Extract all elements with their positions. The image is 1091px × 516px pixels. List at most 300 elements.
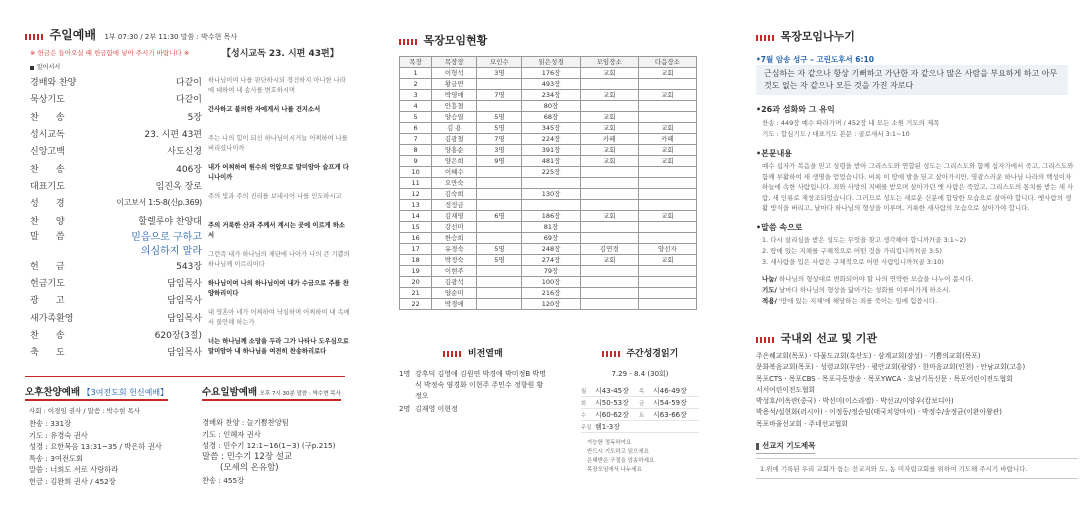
table-cell: 교회 xyxy=(638,123,696,134)
table-row xyxy=(400,145,697,156)
table-cell: 양선자 xyxy=(638,244,696,255)
title-decoration xyxy=(756,337,774,343)
table-cell xyxy=(638,288,696,299)
mission-line: 목포바울선교회 · 주네선교협회 xyxy=(756,419,848,428)
reading-passage: 시43-45장 xyxy=(595,386,629,395)
table-row xyxy=(400,288,697,299)
creed-line: 주의 빛과 주의 진리를 보내시어 나를 인도하시고 xyxy=(208,193,342,200)
order-value: 이고보서 1:5-8(신p.369) xyxy=(116,198,202,208)
table-cell xyxy=(638,178,696,189)
table-cell: 16 xyxy=(400,233,432,244)
table-cell xyxy=(477,189,522,200)
table-cell xyxy=(638,167,696,178)
reading-day: 금 xyxy=(639,400,645,407)
order-value: 믿음으로 구하고 xyxy=(131,232,202,244)
order-value: 620장(3절) xyxy=(154,331,202,341)
table-cell xyxy=(477,222,522,233)
application-line xyxy=(762,296,1074,307)
table-cell: 225장 xyxy=(522,167,580,178)
order-label: 성시교독 xyxy=(30,130,65,141)
question-line: 1. 다시 살리심을 받은 성도는 무엇을 찾고 생각해야 합니까?(골 3:1~2) xyxy=(762,235,967,244)
reading-day: 월 xyxy=(581,388,587,395)
table-cell: 이혜수 xyxy=(432,167,477,178)
order-label: 경배와 찬양 xyxy=(30,78,77,89)
table-cell: 2 xyxy=(400,79,432,90)
lesson xyxy=(756,104,1074,307)
order-label: 신앙고백 xyxy=(30,147,65,158)
reading-passage: 시63-66장 xyxy=(653,410,687,419)
table-cell xyxy=(580,299,638,310)
wednesday-line: 말씀 : 민수기 12장 설교 xyxy=(202,451,293,462)
question-line: 3. 새사람을 입은 사람은 구체적으로 어떤 사람입니까?(골 3:10) xyxy=(762,257,944,266)
wednesday-line: 경배와 찬양 : 늘기쁨찬양팀 xyxy=(202,418,289,427)
table-cell xyxy=(580,167,638,178)
order-row xyxy=(30,257,202,274)
application-text: 하나님의 형상대로 변화되어야 할 나의 연약한 모습을 나누어 봅시다. xyxy=(776,274,974,283)
afternoon-title: 오후찬양예배 xyxy=(25,387,81,398)
order-row xyxy=(30,291,202,308)
order-row xyxy=(30,309,202,326)
lesson-title: •26과 섬화와 그 유익 xyxy=(756,105,835,114)
table-cell: 7 xyxy=(400,134,432,145)
table-row xyxy=(400,112,697,123)
order-label: 성 경 xyxy=(30,199,65,210)
table-cell: 김광철 xyxy=(432,134,477,145)
worship-order-list xyxy=(30,62,202,360)
afternoon-line: 특송 : 3여전도회 xyxy=(29,453,84,463)
prayer-box xyxy=(756,440,1078,479)
table-cell: 18 xyxy=(400,255,432,266)
table-cell: 7명 xyxy=(477,90,522,101)
table-cell: 274장 xyxy=(522,255,580,266)
table-cell xyxy=(638,233,696,244)
creed-line: 하나님이여 나를 판단하시되 경건하지 아니한 나라에 대하여 내 송사를 변호하시며 xyxy=(208,77,346,94)
table-cell: 20 xyxy=(400,277,432,288)
worship-header xyxy=(25,26,355,43)
order-row xyxy=(30,194,202,211)
table-cell: 김숙희 xyxy=(432,189,477,200)
order-value: 다같이 xyxy=(175,95,202,106)
table-cell: 5명 xyxy=(477,255,522,266)
wednesday-meta: 오후 7시 30분 말씀 : 박수현 목사 xyxy=(259,391,341,397)
table-cell xyxy=(580,101,638,112)
table-header: 목장 xyxy=(400,57,432,68)
table-cell: 김광석 xyxy=(432,277,477,288)
application-text: '땅에 있는 지체'에 해당하는 죄를 죽이는 일에 힘씁시다. xyxy=(776,296,938,305)
table-cell: 120장 xyxy=(522,299,580,310)
cell-header xyxy=(399,32,487,48)
table-cell: 6명 xyxy=(477,211,522,222)
reading-day: 토 xyxy=(639,412,645,419)
table-cell: 7명 xyxy=(477,134,522,145)
table-cell xyxy=(477,277,522,288)
order-label: 광 고 xyxy=(30,296,65,307)
table-cell: 15 xyxy=(400,222,432,233)
wednesday-line: 성경 : 민수기 12:1~16(1~3) (구p.215) xyxy=(202,441,336,450)
table-cell xyxy=(477,101,522,112)
table-cell xyxy=(638,222,696,233)
afternoon-line: 말씀 : 너희도 서로 사랑하라 xyxy=(29,465,119,474)
order-value: 23. 시편 43편 xyxy=(144,130,202,141)
order-label: 새가족환영 xyxy=(30,313,74,324)
bullet-icon xyxy=(30,66,34,70)
application-line xyxy=(762,285,1074,296)
creed-line: 내 영혼아 네가 어찌하여 낙심하며 어찌하여 내 속에서 불안해 하는가 xyxy=(208,309,350,326)
table-cell xyxy=(638,266,696,277)
order-row xyxy=(30,229,202,243)
order-value: 543장 xyxy=(176,261,202,272)
order-value: 담임목사 xyxy=(167,279,202,290)
reading-day: 화 xyxy=(581,400,587,407)
reading-row xyxy=(581,385,699,397)
table-cell xyxy=(580,200,638,211)
table-cell xyxy=(522,178,580,189)
order-row xyxy=(30,243,202,257)
table-row xyxy=(400,211,697,222)
page-worship-order xyxy=(0,0,360,516)
table-cell: 8 xyxy=(400,145,432,156)
table-cell: 교회 xyxy=(638,90,696,101)
reading-passage: 시60-62장 xyxy=(595,410,629,419)
table-cell: 14 xyxy=(400,211,432,222)
creed-title: 【성시교독 23. 시편 43편】 xyxy=(222,49,339,59)
vision-row xyxy=(399,404,547,415)
table-row xyxy=(400,90,697,101)
table-cell: 교회 xyxy=(580,156,638,167)
table-cell: 양순미 xyxy=(432,288,477,299)
worship-meta: 1부 07:30 / 2부 11:30 말씀 : 박수현 목사 xyxy=(104,33,238,41)
creed-line: 주는 나의 힘이 되신 하나님이시거늘 어찌하여 나를 버리셨나이까 xyxy=(208,135,348,152)
table-cell: 5 xyxy=(400,112,432,123)
table-cell: 3명 xyxy=(477,145,522,156)
reading-note: 은혜받은 구절을 암송하세요 xyxy=(587,458,655,464)
cell-title: 목장모임현황 xyxy=(423,34,488,47)
order-label: 말 씀 xyxy=(30,232,65,243)
reading-note: 반드시 기도하고 읽으세요 xyxy=(587,449,649,455)
table-row xyxy=(400,178,697,189)
reading-day: 목 xyxy=(639,388,645,395)
page-sharing xyxy=(740,0,1085,516)
order-value: 담임목사 xyxy=(167,348,202,359)
table-cell xyxy=(580,222,638,233)
vision-row xyxy=(399,369,547,402)
application-label: 나눔/ xyxy=(762,274,777,283)
order-row xyxy=(30,108,202,125)
application-text: 날마다 하나님의 형상을 닮아가는 성화를 이루어가게 하소서. xyxy=(776,285,951,294)
reading-passage: 시46-49장 xyxy=(653,386,687,395)
table-header: 읽은성경 xyxy=(522,57,580,68)
table-cell: 양홍순 xyxy=(432,145,477,156)
table-cell xyxy=(580,266,638,277)
table-cell xyxy=(638,277,696,288)
title-decoration xyxy=(443,351,461,357)
order-value: 담임목사 xyxy=(167,313,202,324)
table-row xyxy=(400,68,697,79)
table-header: 모인수 xyxy=(477,57,522,68)
creed-text xyxy=(208,76,350,366)
table-cell: 1 xyxy=(400,68,432,79)
table-cell: 3 xyxy=(400,90,432,101)
table-cell: 황금연 xyxy=(432,79,477,90)
table-cell xyxy=(477,299,522,310)
wednesday-service xyxy=(202,384,352,486)
table-cell: 김 용 xyxy=(432,123,477,134)
table-cell: 100장 xyxy=(522,277,580,288)
table-cell: 교회 xyxy=(580,123,638,134)
vision-names: 강후덕 김영애 김원연 박경애 박미정B 박명식 박정숙 염경화 이현주 주민수 정향원 황정오 xyxy=(415,370,546,400)
order-row xyxy=(30,73,202,90)
mission-line: 서서어린이전도협회 xyxy=(756,385,816,394)
order-label: 찬 양 xyxy=(30,216,65,227)
order-value: 사도신경 xyxy=(167,147,202,158)
table-row xyxy=(400,189,697,200)
reading-passage: 시54-59장 xyxy=(653,398,687,407)
table-row xyxy=(400,79,697,90)
table-cell: 81장 xyxy=(522,222,580,233)
table-cell xyxy=(477,288,522,299)
title-decoration xyxy=(756,35,774,41)
table-cell xyxy=(580,233,638,244)
table-row xyxy=(400,244,697,255)
order-row xyxy=(30,177,202,194)
table-cell: 교회 xyxy=(580,255,638,266)
table-cell xyxy=(638,101,696,112)
table-cell: 3명 xyxy=(477,68,522,79)
table-cell xyxy=(638,299,696,310)
order-row xyxy=(30,142,202,159)
table-cell: 5명 xyxy=(477,123,522,134)
table-cell: 4 xyxy=(400,101,432,112)
title-decoration xyxy=(25,34,43,40)
verse-box: 근심하는 자 같으나 항상 기뻐하고 가난한 자 같으나 많은 사람을 부요하게 하고 아무 것도 없는 자 같으나 모든 것을 가진 자로다 xyxy=(756,65,1068,95)
order-value: 임진옥 장로 xyxy=(155,181,202,192)
worship-title: 주일예배 xyxy=(49,28,96,42)
mission-line: 문화복음교회(목포) · 성령교회(무안) · 평안교회(광양) · 한마음교회(인천) · 안남교회(고흥) xyxy=(756,363,1026,372)
order-row xyxy=(30,343,202,360)
content-title: •본문내용 xyxy=(756,149,793,158)
vision-names: 김재영 이현정 xyxy=(415,405,458,413)
order-label: 대표기도 xyxy=(30,181,65,192)
table-cell: 79장 xyxy=(522,266,580,277)
table-cell: 양승열 xyxy=(432,112,477,123)
table-cell: 양은희 xyxy=(432,156,477,167)
offering-notice: ※ 헌금은 들어오실 때 헌금함에 넣어 주시기 바랍니다 ※ xyxy=(30,49,190,57)
order-row xyxy=(30,125,202,142)
order-row xyxy=(30,274,202,291)
reading-passage: 시50-53장 xyxy=(595,398,629,407)
creed-line: 너는 하나님께 소망을 두라 그가 나타나 도우심으로 말미암아 내 하나님을 여전히 찬송하리로다 xyxy=(208,338,349,355)
table-cell: 186장 xyxy=(522,211,580,222)
table-cell xyxy=(638,189,696,200)
table-cell: 345장 xyxy=(522,123,580,134)
table-cell: 안흥철 xyxy=(432,101,477,112)
reading-row xyxy=(581,409,699,421)
table-cell: 13 xyxy=(400,200,432,211)
table-row xyxy=(400,266,697,277)
reading-row xyxy=(581,397,699,409)
sharing-title: 목장모임나누기 xyxy=(780,30,855,43)
table-cell: 481장 xyxy=(522,156,580,167)
order-label: 헌금기도 xyxy=(30,279,65,290)
table-row xyxy=(400,134,697,145)
table-cell: 17 xyxy=(400,244,432,255)
order-value: 담임목사 xyxy=(167,296,202,307)
table-row xyxy=(400,167,697,178)
cell-table xyxy=(399,56,697,310)
vision-title: 비전열매 xyxy=(467,349,503,359)
reading-passage: 렘1-3장 xyxy=(595,422,620,431)
table-cell: 391장 xyxy=(522,145,580,156)
table-cell: 카페 xyxy=(638,134,696,145)
table-cell: 이현주 xyxy=(432,266,477,277)
table-cell: 5명 xyxy=(477,244,522,255)
weekly-reading xyxy=(581,346,699,475)
content-text: 예수 십자가 복음을 믿고 성령을 받아 그리스도와 연합된 성도는 그리스도와 함께 십자가에서 죽고, 그리스도와 함께 부활하여 새 생명을 얻었습니다. 비록 이 땅에 발을 딛고 살아가지만, 영광스러운 하나님 나라의 백성이자 하늘에 속한 사람입니다. 죄와 사망의 지배를 받으며 살아가던 옛 사람은 죽었고, 그리스도의 통치를 받는 새 사람, 새 인류로 재창조되었습니다. 그러므로 성도는 새로운 신분에 합당한 모습으로 살아야 합니다. 옛사람의 생활 방식을 버리고, 날마다 하나님의 형상을 이루며, 거룩한 새사람의 모습으로 살아가야 합니다. xyxy=(762,162,1074,213)
reading-day: 주일 xyxy=(581,424,592,431)
title-decoration xyxy=(602,351,620,357)
mission-header xyxy=(756,330,877,346)
table-cell: 234장 xyxy=(522,90,580,101)
table-row xyxy=(400,123,697,134)
table-cell: 교회 xyxy=(580,68,638,79)
creed-line: 간사하고 불의한 자에게서 나를 건지소서 xyxy=(208,106,321,113)
creed-line: 주의 거룩한 산과 주께서 계시는 곳에 이르게 하소서 xyxy=(208,222,346,239)
order-row xyxy=(30,211,202,228)
application-line xyxy=(762,274,1074,285)
table-cell: 교회 xyxy=(580,90,638,101)
table-cell xyxy=(580,277,638,288)
table-cell xyxy=(580,288,638,299)
table-cell: 교회 xyxy=(638,145,696,156)
mission-line: 목포CTS · 목포CBS · 목포극동방송 · 목포YWCA · 호남기독신문 · 목포어린이전도협회 xyxy=(756,374,1013,383)
mission-line: 주은혜교회(목포) · 다물도교회(흑산도) · 삼계교회(장성) · 기쁨의교회(목포) xyxy=(756,352,981,360)
table-cell xyxy=(522,200,580,211)
application-label: 적용/ xyxy=(762,296,777,305)
application-label: 기도/ xyxy=(762,285,777,294)
table-cell: 224장 xyxy=(522,134,580,145)
table-cell: 493장 xyxy=(522,79,580,90)
table-cell: 한승희 xyxy=(432,233,477,244)
mission-title: 국내외 선교 및 기관 xyxy=(780,332,878,345)
afternoon-line: 찬송 : 331장 xyxy=(29,419,72,428)
table-cell: 21 xyxy=(400,288,432,299)
table-row xyxy=(400,200,697,211)
reading-row xyxy=(581,421,699,433)
wednesday-line: 기도 : 인혜자 권사 xyxy=(202,429,261,439)
table-cell: 교회 xyxy=(580,145,638,156)
table-cell xyxy=(638,79,696,90)
vision-fruit xyxy=(399,346,547,417)
afternoon-meta: 사회 : 이경임 권사 / 말씀 : 박수현 목사 xyxy=(29,407,141,415)
table-cell: 22 xyxy=(400,299,432,310)
table-header: 목장장 xyxy=(432,57,477,68)
afternoon-line: 헌금 : 김완희 권사 / 452장 xyxy=(29,476,116,486)
wednesday-line: (모세의 온유함) xyxy=(220,463,279,473)
sharing-header xyxy=(756,28,855,44)
order-label: 묵상기도 xyxy=(30,95,65,106)
order-label: 찬 송 xyxy=(30,164,65,175)
order-head: 알어서서 xyxy=(37,64,61,71)
table-cell: 오만숙 xyxy=(432,178,477,189)
creed-line: 그런즉 내가 하나님의 제단에 나아가 나의 큰 기쁨의 하나님께 이르리이다 xyxy=(208,251,350,268)
table-cell: 9명 xyxy=(477,156,522,167)
table-row xyxy=(400,222,697,233)
afternoon-line: 기도 : 유경숙 권사 xyxy=(29,430,88,440)
order-row xyxy=(30,159,202,176)
table-cell xyxy=(638,112,696,123)
order-value: 다같이 xyxy=(175,78,202,89)
reading-note: 목장모임에서 나누세요 xyxy=(587,467,642,473)
table-cell: 교회 xyxy=(580,112,638,123)
table-cell: 교회 xyxy=(638,211,696,222)
mission-line: 박용석/설현화(러시아) · 이정동/정순임(태국치앙마이) · 박정수/송정균(이완아왕관) xyxy=(756,408,1002,417)
page-cell-groups xyxy=(383,0,713,516)
table-cell: 카페 xyxy=(580,134,638,145)
order-label: 축 도 xyxy=(30,348,65,359)
table-cell xyxy=(477,200,522,211)
table-cell: 교회 xyxy=(638,255,696,266)
table-row xyxy=(400,277,697,288)
afternoon-line: 성경 : 요한복음 13:31~35 / 박은하 권사 xyxy=(29,442,162,451)
table-cell xyxy=(477,79,522,90)
table-cell xyxy=(477,178,522,189)
afternoon-service xyxy=(25,384,200,487)
table-cell: 176장 xyxy=(522,68,580,79)
lesson-line: 찬송 : 449장 예수 따라가며 / 452장 내 모든 소원 기도의 제목 xyxy=(762,119,940,127)
table-row xyxy=(400,101,697,112)
divider xyxy=(25,376,345,377)
table-cell: 김연경 xyxy=(580,244,638,255)
table-cell: 80장 xyxy=(522,101,580,112)
vision-count: 2명 xyxy=(399,405,411,413)
table-cell: 5명 xyxy=(477,112,522,123)
table-row xyxy=(400,156,697,167)
box-title: 선교지 기도제목 xyxy=(762,441,816,450)
table-cell: 68장 xyxy=(522,112,580,123)
table-cell: 김재영 xyxy=(432,211,477,222)
table-cell: 교회 xyxy=(638,156,696,167)
table-cell xyxy=(638,200,696,211)
table-cell: 69장 xyxy=(522,233,580,244)
title-decoration xyxy=(399,39,417,45)
table-cell: 9 xyxy=(400,156,432,167)
verse-ref: •7월 암송 성구 – 고린도후서 6:10 xyxy=(756,55,874,64)
vision-count: 1명 xyxy=(399,370,411,378)
box-text: 1.위에 기록된 우리 교회가 돕는 선교지와 도, 농 미자립교회를 위하여 기도해 주시기 바랍니다. xyxy=(756,458,1078,479)
table-cell: 박경애 xyxy=(432,299,477,310)
table-cell: 강선미 xyxy=(432,222,477,233)
table-cell: 박영애 xyxy=(432,90,477,101)
order-label: 헌 금 xyxy=(30,261,65,272)
table-cell: 130장 xyxy=(522,189,580,200)
mission-line: 박성호/이옥란(중국) · 박선미(이스라엘) · 박선교/이양우(캄보디아) xyxy=(756,397,954,406)
table-cell: 12 xyxy=(400,189,432,200)
table-cell xyxy=(580,189,638,200)
afternoon-tag: 【3여전도회 헌신예배】 xyxy=(82,388,169,397)
table-cell xyxy=(477,233,522,244)
table-cell xyxy=(477,266,522,277)
table-header: 모임장소 xyxy=(580,57,638,68)
table-cell: 216장 xyxy=(522,288,580,299)
table-cell: 정정금 xyxy=(432,200,477,211)
lesson-line: 기도 : 합심기도 / 대표기도 본문 : 골로새서 3:1~10 xyxy=(762,130,910,138)
box-marker xyxy=(756,443,759,450)
reading-title: 주간성경읽기 xyxy=(626,349,679,359)
order-label: 찬 송 xyxy=(30,331,65,341)
table-row xyxy=(400,255,697,266)
wednesday-line: 찬송 : 455장 xyxy=(202,475,245,485)
reading-dates: 7.29 - 8.4 (30회) xyxy=(611,370,669,378)
